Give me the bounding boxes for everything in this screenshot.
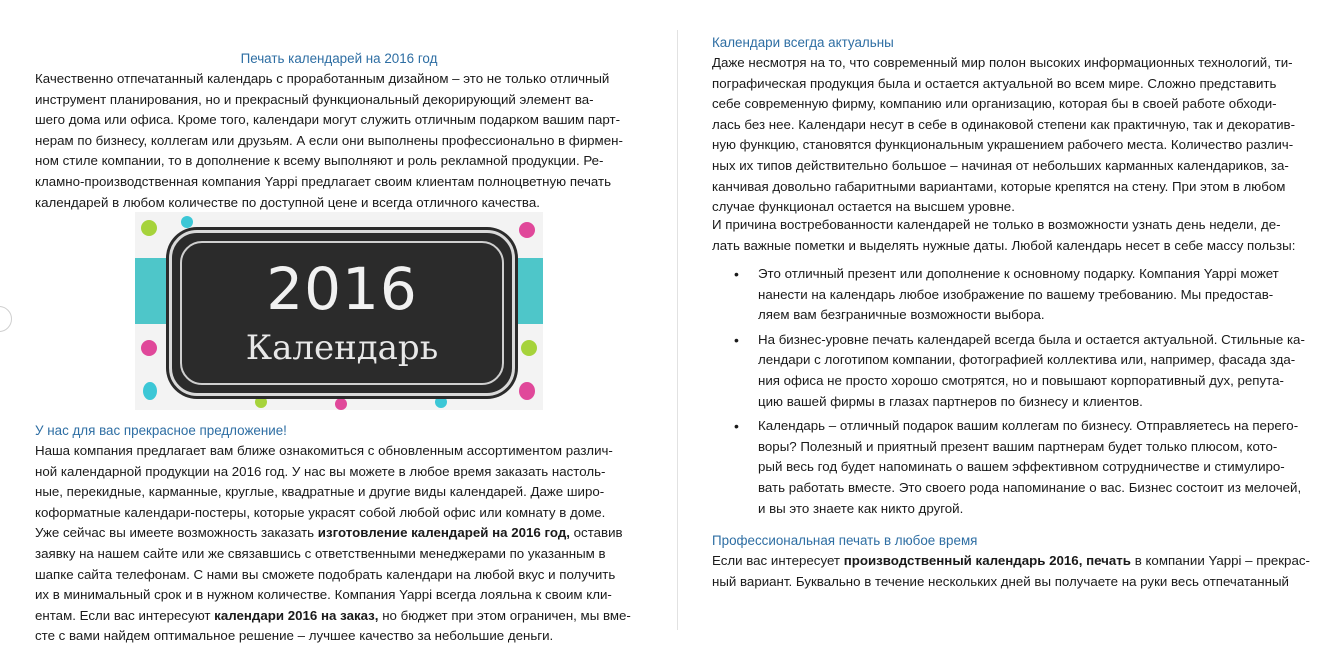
- text-line: ной календарной продукции на 2016 год. У нас вы можете в любое время заказать настоль-: [35, 463, 606, 479]
- text-line: себе современную фирму, компанию или организацию, которая бы в своей работе обходи-: [712, 96, 1277, 112]
- list-item: [712, 330, 1312, 412]
- text-line: рый весь год будет напоминать о вашем эффективном сотрудничестве и стимулиро-: [758, 459, 1285, 475]
- page-divider: [677, 30, 678, 630]
- text-line: случае функционал остается на высшем уровне.: [712, 199, 1015, 215]
- calendar-2016-image[interactable]: [135, 212, 543, 410]
- text-run: оставив: [569, 525, 623, 541]
- text-line: [35, 606, 643, 627]
- text-line: [712, 551, 1312, 572]
- text-line: [35, 523, 643, 544]
- text-line: шапке сайта телефонам. С нами вы сможете подобрать календари на любой вкус и получить: [35, 566, 616, 582]
- text-line: воры? Полезный и приятный презент вашим партнерам будет только плюсом, кото-: [758, 438, 1278, 454]
- margin-comment-marker[interactable]: [0, 306, 12, 332]
- paragraph-1: [712, 53, 1312, 218]
- text-run: ентам. Если вас интересуют: [35, 607, 215, 623]
- decor-dot: [435, 396, 447, 408]
- list-item: [712, 264, 1312, 326]
- text-line: заявку на нашем сайте или же связавшись с ответственными менеджерами по указанным в: [35, 545, 606, 561]
- text-line: ния офиса не просто хорошо смотрятся, но и повышают корпоративный дух, репута-: [758, 372, 1284, 388]
- text-line: ляем вам безграничные возможности выбора.: [758, 307, 1045, 323]
- decor-dot: [519, 382, 535, 400]
- bullet: •: [734, 418, 739, 435]
- text-line: нерам по бизнесу, коллегам или друзьям. А если они выполнены профессионально в фирмен-: [35, 132, 623, 148]
- text-line: ный вариант. Буквально в течение нескольких дней вы получаете на руки весь отпечатанный: [712, 573, 1289, 589]
- benefits-list: [712, 264, 1312, 519]
- text-line: коформатные календари-постеры, которые украсят собой любой офис или комнату в доме.: [35, 504, 606, 520]
- decor-dot: [141, 220, 157, 236]
- text-line: календарей в любом количестве по доступной цене и всегда отличного качества.: [35, 194, 540, 210]
- bold-link-text: изготовление календарей на 2016 год,: [317, 525, 570, 541]
- decor-dot: [143, 382, 157, 400]
- text-line: канчивая довольно габаритными вариантами, которые крепятся на стену. При этом в любом: [712, 178, 1286, 194]
- offer-paragraph: [35, 441, 643, 647]
- document-title: Печать календарей на 2016 год: [240, 51, 438, 66]
- text-line: вать работать вместе. Это своего рода напоминание о вас. Бизнес состоит из мелочей,: [758, 479, 1302, 495]
- text-line: цию вашей фирмы в глазах партнеров по бизнесу и клиентов.: [758, 393, 1143, 409]
- text-line: нанести на календарь любое изображение по вашему требованию. Мы предостав-: [758, 286, 1274, 302]
- section-heading-professional-printing: Профессиональная печать в любое время: [712, 533, 978, 548]
- calendar-word: Календарь: [245, 328, 439, 368]
- text-line: лась без нее. Календари несут в себе в одинаковой степени как практичную, так и декоратив-: [712, 116, 1296, 132]
- bold-link-text: производственный календарь 2016, печать: [843, 553, 1131, 568]
- decor-dot: [141, 340, 157, 356]
- text-run: Уже сейчас вы имеете возможность заказать: [35, 525, 318, 541]
- section-heading-always-relevant: Календари всегда актуальны: [712, 35, 894, 50]
- text-line: На бизнес-уровне печать календарей всегда была и остается актуальной. Стильные ка-: [758, 331, 1305, 347]
- text-run: но бюджет при этом ограничен, мы вме-: [378, 607, 631, 623]
- calendar-year: 2016: [266, 255, 418, 323]
- text-line: Это отличный презент или дополнение к основному подарку. Компания Yappi может: [758, 266, 1279, 281]
- bullet: •: [734, 331, 739, 348]
- text-line: Качественно отпечатанный календарь с проработанным дизайном – это не только отличный: [35, 71, 610, 86]
- text-run: в компании Yappi – прекрас-: [1131, 553, 1310, 568]
- chalkboard-label: [169, 230, 515, 396]
- text-line: Даже несмотря на то, что современный мир полон высоких информационных технологий, ти-: [712, 55, 1293, 70]
- offer-heading: У нас для вас прекрасное предложение!: [35, 423, 287, 438]
- text-line: И причина востребованности календарей не только в возможности узнать день недели, де-: [712, 217, 1281, 232]
- decor-dot: [335, 398, 347, 410]
- text-run: Если вас интересует: [712, 553, 844, 568]
- text-line: и вы это знаете как никто другой.: [758, 500, 964, 516]
- paragraph-3: [712, 551, 1312, 592]
- decor-dot: [181, 216, 193, 228]
- text-line: лендари с логотипом компании, фотографией коллектива или, например, фасада зда-: [758, 352, 1296, 368]
- paragraph-2: [712, 215, 1312, 256]
- decor-dot: [255, 396, 267, 408]
- decor-dot: [521, 340, 537, 356]
- intro-paragraph: [35, 69, 643, 213]
- text-line: инструмент планирования, но и прекрасный функциональный декорирующий элемент ва-: [35, 91, 594, 107]
- list-item: [712, 416, 1312, 519]
- text-line: их в минимальный срок и в нужном количестве. Компания Yappi всегда лояльна к своим кли-: [35, 587, 612, 603]
- decor-dot: [519, 222, 535, 238]
- text-line: сте с вами найдем оптимальное решение – лучшее качество за небольшие деньги.: [35, 628, 554, 644]
- bullet: •: [734, 266, 739, 282]
- text-line: лать важные пометки и выделять нужные даты. Любой календарь несет в себе массу пользы:: [712, 237, 1296, 253]
- bold-link-text: календари 2016 на заказ,: [214, 607, 379, 623]
- text-line: ные, перекидные, карманные, круглые, квадратные и другие виды календарей. Даже широ-: [35, 484, 605, 500]
- text-line: Календарь – отличный подарок вашим коллегам по бизнесу. Отправляетесь на перего-: [758, 418, 1299, 434]
- text-line: Наша компания предлагает вам ближе ознакомиться с обновленным ассортиментом различ-: [35, 443, 613, 458]
- text-line: пографическая продукция была и остается актуальной во всем мире. Сложно представить: [712, 75, 1277, 91]
- text-line: ном стиле компании, то в дополнение к всему выполняют и роль рекламной продукции. Ре-: [35, 153, 604, 169]
- text-line: ную функцию, становятся функциональным украшением рабочего места. Количество различ-: [712, 137, 1294, 153]
- text-line: шего дома или офиса. Кроме того, календари могут служить отличным подарком вашим парт-: [35, 112, 621, 128]
- text-line: кламно-производственная компания Yappi предлагает своим клиентам полноцветную печать: [35, 173, 612, 189]
- text-line: ных их типов действительно большое – начиная от небольших карманных календариков, за-: [712, 157, 1289, 173]
